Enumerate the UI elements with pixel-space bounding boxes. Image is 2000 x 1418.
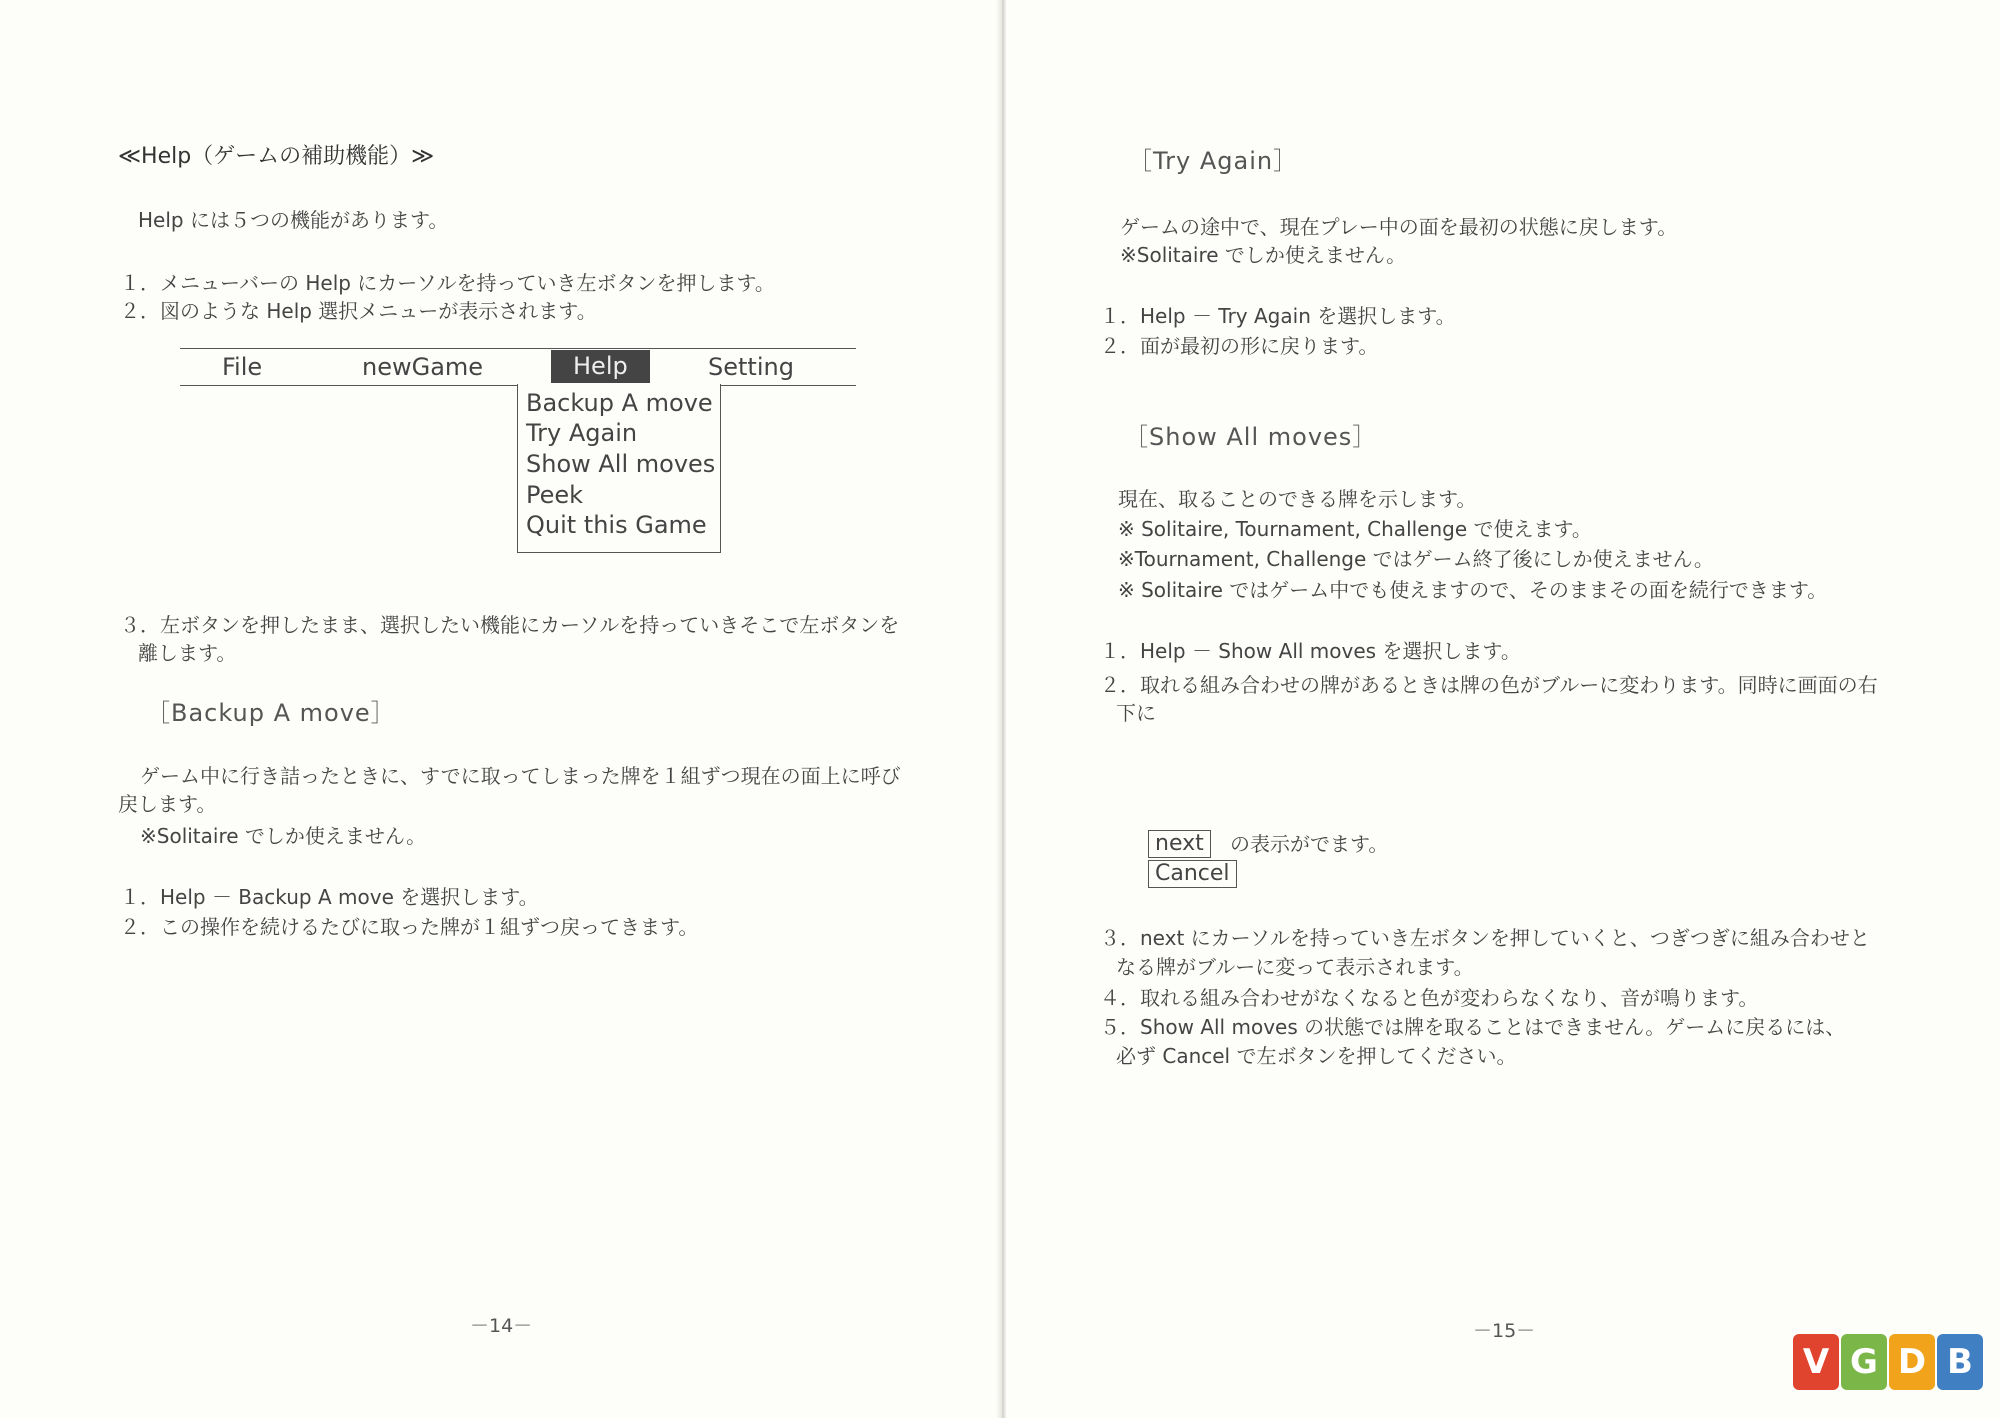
step-line: １．メニューバーの Help にカーソルを持っていき左ボタンを押します。: [120, 271, 775, 295]
menu-bar-diagram: [180, 348, 856, 386]
tryagain-description: ゲームの途中で、現在プレー中の面を最初の状態に戻します。: [1120, 215, 1678, 239]
showall-description: ※ Solitaire, Tournament, Challenge で使えます。: [1118, 517, 1592, 541]
backup-title: ［Backup A move］: [146, 699, 396, 727]
menu-item-newgame: newGame: [362, 353, 484, 381]
dropdown-item: Show All moves: [526, 450, 716, 478]
step-line: ３．左ボタンを押したまま、選択したい機能にカーソルを持っていきそこで左ボタンを: [120, 613, 900, 637]
step-line: ４．取れる組み合わせがなくなると色が変わらなくなり、音が鳴ります。: [1100, 986, 1759, 1010]
step-line: １．Help － Backup A move を選択します。: [120, 885, 539, 909]
next-button-diagram: next: [1148, 830, 1211, 858]
step-line: ２．図のような Help 選択メニューが表示されます。: [120, 299, 597, 323]
page-number: －15－: [1473, 1320, 1536, 1342]
tryagain-title: ［Try Again］: [1128, 147, 1299, 175]
step-line: なる牌がブルーに変って表示されます。: [1116, 955, 1474, 979]
showall-title: ［Show All moves］: [1124, 423, 1378, 451]
showall-description: 現在、取ることのできる牌を示します。: [1118, 487, 1477, 511]
step-line: ２．取れる組み合わせの牌があるときは牌の色がブルーに変わります。同時に画面の右: [1100, 673, 1878, 697]
step-line: ２．面が最初の形に戻ります。: [1100, 334, 1379, 358]
watermark-tile: B: [1937, 1334, 1983, 1390]
dropdown-item: Quit this Game: [526, 511, 707, 539]
watermark-tile: V: [1793, 1334, 1839, 1390]
dropdown-item: Backup A move: [526, 389, 713, 417]
step-line: １．Help － Try Again を選択します。: [1100, 304, 1456, 328]
step-line: ２．この操作を続けるたびに取った牌が１組ずつ戻ってきます。: [120, 915, 699, 939]
step-line: 離します。: [138, 641, 237, 665]
watermark-tile: D: [1889, 1334, 1935, 1390]
right-page: [1006, 0, 2000, 1418]
menu-item-file: File: [222, 353, 263, 381]
step-line: １．Help － Show All moves を選択します。: [1100, 639, 1521, 663]
step-line: ３．next にカーソルを持っていき左ボタンを押していくと、つぎつぎに組み合わせと: [1100, 926, 1870, 950]
page-number: －14－: [470, 1315, 533, 1337]
backup-description: 戻します。: [118, 792, 217, 816]
showall-description: ※Tournament, Challenge ではゲーム終了後にしか使えません。: [1118, 547, 1714, 571]
tryagain-note: ※Solitaire でしか使えません。: [1120, 243, 1407, 267]
backup-note: ※Solitaire でしか使えません。: [140, 824, 427, 848]
menu-item-help: Help: [551, 350, 650, 383]
menu-item-setting: Setting: [708, 353, 794, 381]
intro-text: Help には５つの機能があります。: [138, 208, 449, 232]
watermark-tile: G: [1841, 1334, 1887, 1390]
help-dropdown-diagram: [517, 384, 721, 553]
dropdown-item: Try Again: [526, 419, 638, 447]
backup-description: ゲーム中に行き詰ったときに、すでに取ってしまった牌を１組ずつ現在の面上に呼び: [140, 764, 901, 788]
section-heading: ≪Help（ゲームの補助機能）≫: [118, 144, 435, 169]
dropdown-item: Peek: [526, 481, 584, 509]
step-line: 必ず Cancel で左ボタンを押してください。: [1116, 1044, 1517, 1068]
step-line: 下に: [1116, 701, 1156, 725]
cancel-button-diagram: Cancel: [1148, 860, 1237, 888]
step-line: ５．Show All moves の状態では牌を取ることはできません。ゲームに戻るには、: [1100, 1015, 1846, 1039]
next-caption: の表示がでます。: [1230, 832, 1389, 856]
showall-description: ※ Solitaire ではゲーム中でも使えますので、そのままその面を続行できます。: [1118, 578, 1828, 602]
